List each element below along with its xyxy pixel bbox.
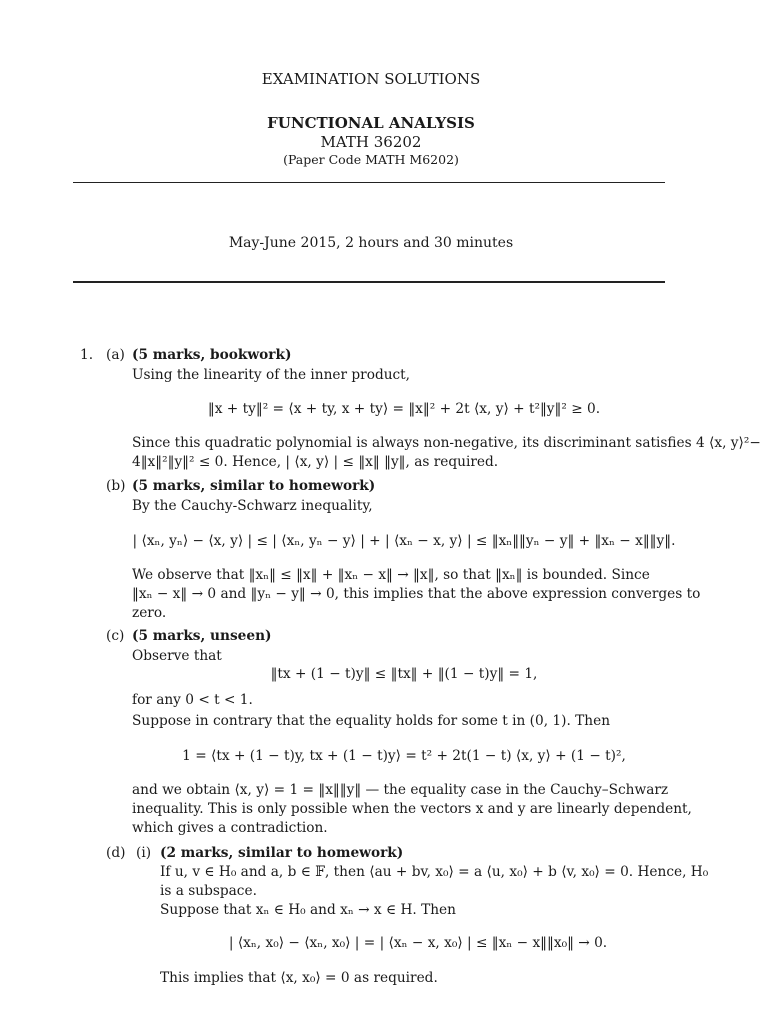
part-d-text-line: This implies that ⟨x, x₀⟩ = 0 as required. xyxy=(160,970,438,986)
part-a-equation: ‖x + ty‖² = ⟨x + ty, x + ty⟩ = ‖x‖² + 2t ⟨x, y⟩ + t²‖y‖² ≥ 0. xyxy=(207,401,601,417)
header-divider-top xyxy=(73,182,665,183)
part-c-text-line: which gives a contradiction. xyxy=(132,820,328,836)
part-d-label: (d) xyxy=(106,845,126,861)
part-d-text-line: is a subspace. xyxy=(160,883,257,899)
part-b-intro: By the Cauchy-Schwarz inequality, xyxy=(132,498,373,514)
part-c-text-line: Suppose in contrary that the equality holds for some t in (0, 1). Then xyxy=(132,713,611,729)
paper-code: (Paper Code MATH M6202) xyxy=(283,152,459,167)
part-b-equation: | ⟨xₙ, yₙ⟩ − ⟨x, y⟩ | ≤ | ⟨xₙ, yₙ − y⟩ | + | ⟨xₙ − x, y⟩ | ≤ ‖xₙ‖‖yₙ − y‖ + ‖xₙ − x‖‖y‖. xyxy=(132,533,676,549)
part-b-text-line: zero. xyxy=(132,605,167,621)
part-a-text-line: 4‖x‖²‖y‖² ≤ 0. Hence, | ⟨x, y⟩ | ≤ ‖x‖ ‖y‖, as required. xyxy=(132,454,499,470)
part-c-text-line: and we obtain ⟨x, y⟩ = 1 = ‖x‖‖y‖ — the equality case in the Cauchy–Schwarz xyxy=(132,782,669,798)
course-title: FUNCTIONAL ANALYSIS xyxy=(267,114,475,132)
header-divider-bottom xyxy=(73,281,665,283)
part-c-marks: (5 marks, unseen) xyxy=(132,628,272,644)
part-a-intro: Using the linearity of the inner product, xyxy=(132,367,411,383)
exam-title: EXAMINATION SOLUTIONS xyxy=(261,70,481,88)
part-b-label: (b) xyxy=(106,478,126,494)
part-a-marks: (5 marks, bookwork) xyxy=(132,347,292,363)
exam-session: May-June 2015, 2 hours and 30 minutes xyxy=(228,235,514,251)
part-c-text-line: inequality. This is only possible when the vectors x and y are linearly dependent, xyxy=(132,801,692,817)
part-b-marks: (5 marks, similar to homework) xyxy=(132,478,376,494)
part-c-text-line: for any 0 < t < 1. xyxy=(132,692,253,708)
part-d-text-line: Suppose that xₙ ∈ H₀ and xₙ → x ∈ H. Then xyxy=(160,902,456,918)
part-c-equation: ‖tx + (1 − t)y‖ ≤ ‖tx‖ + ‖(1 − t)y‖ = 1, xyxy=(270,666,538,682)
part-a-text-line: Since this quadratic polynomial is always non-negative, its discriminant satisfies 4 ⟨x, y⟩²− xyxy=(132,435,761,451)
part-c-label: (c) xyxy=(106,628,125,644)
course-code: MATH 36202 xyxy=(320,133,422,151)
part-c-equation: 1 = ⟨tx + (1 − t)y, tx + (1 − t)y⟩ = t² + 2t(1 − t) ⟨x, y⟩ + (1 − t)², xyxy=(182,748,626,764)
part-d-text-line: If u, v ∈ H₀ and a, b ∈ 𝔽, then ⟨au + bv, x₀⟩ = a ⟨u, x₀⟩ + b ⟨v, x₀⟩ = 0. Hence, H₀ xyxy=(160,864,709,880)
part-b-text-line: ‖xₙ − x‖ → 0 and ‖yₙ − y‖ → 0, this implies that the above expression converges to xyxy=(132,586,701,602)
part-a-label: (a) xyxy=(106,347,125,363)
question-number: 1. xyxy=(80,347,94,363)
part-b-text-line: We observe that ‖xₙ‖ ≤ ‖x‖ + ‖xₙ − x‖ → ‖x‖, so that ‖xₙ‖ is bounded. Since xyxy=(132,567,650,583)
part-d-equation: | ⟨xₙ, x₀⟩ − ⟨xₙ, x₀⟩ | = | ⟨xₙ − x, x₀⟩ | ≤ ‖xₙ − x‖‖x₀‖ → 0. xyxy=(228,935,608,951)
part-d-marks: (2 marks, similar to homework) xyxy=(160,845,404,861)
part-d-sublabel: (i) xyxy=(136,845,152,861)
part-c-intro: Observe that xyxy=(132,648,222,664)
